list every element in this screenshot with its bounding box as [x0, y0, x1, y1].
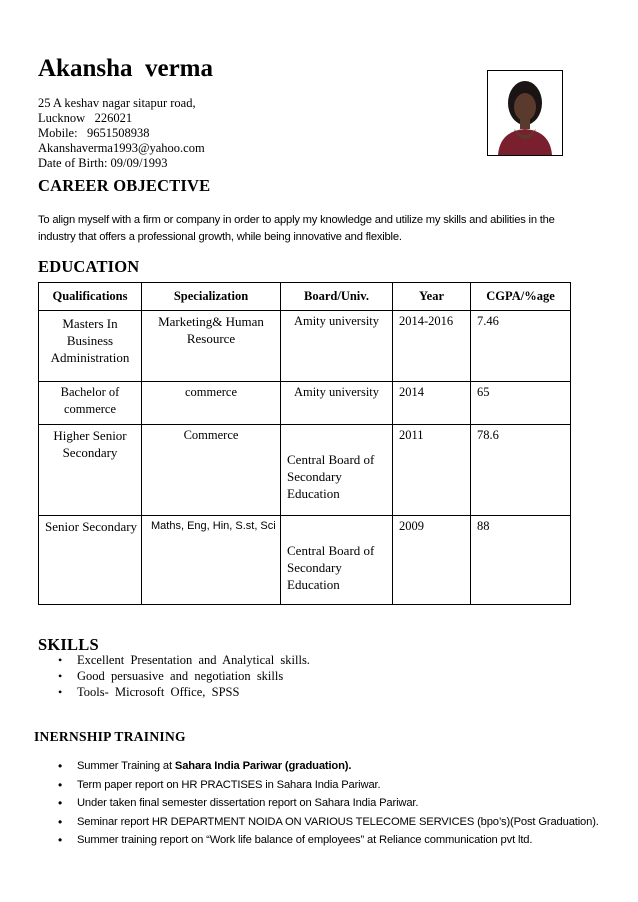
year-text: 2014 — [399, 385, 424, 399]
board-cell — [281, 382, 393, 425]
column-header-board: Board/Univ. — [281, 283, 393, 311]
specialization-text: Maths, Eng, Hin, S.st, Sci — [151, 520, 276, 532]
skills-list — [58, 652, 310, 700]
profile-photo — [487, 70, 563, 156]
score-text: 88 — [477, 519, 490, 533]
year-text: 2011 — [399, 428, 424, 442]
skills-heading: SKILLS — [38, 635, 99, 654]
qualification-text: Masters In Business Administration — [50, 316, 130, 365]
date-of-birth: Date of Birth: 09/09/1993 — [38, 156, 168, 170]
item-text: Summer Training at — [77, 760, 175, 772]
table-row — [39, 425, 571, 516]
mobile-number: Mobile: 9651508938 — [38, 126, 150, 140]
career-objective-heading: CAREER OBJECTIVE — [38, 176, 211, 195]
specialization-text: Commerce — [183, 428, 239, 442]
column-header-score: CGPA/%age — [471, 283, 571, 311]
board-text: Central Board of Secondary Education — [287, 543, 375, 592]
specialization-text: commerce — [184, 385, 238, 399]
score-text: 65 — [477, 385, 490, 399]
score-cell — [471, 425, 571, 516]
year-text: 2014-2016 — [399, 314, 454, 328]
year-cell — [393, 516, 471, 605]
career-objective-text: To align myself with a firm or company in order to apply my knowledge and utilize my skills and abilities in the industry that offers a professional growth, while being innovative and flexible. — [38, 214, 555, 243]
list-item: • Tools- Microsoft Office, SPSS — [58, 684, 310, 700]
column-header-year: Year — [393, 283, 471, 311]
column-header-qualifications: Qualifications — [39, 283, 142, 311]
list-item — [58, 757, 599, 776]
qualification-cell — [39, 425, 142, 516]
table-header-row — [39, 283, 571, 311]
score-text: 78.6 — [477, 428, 499, 442]
item-bold-text: Sahara India Pariwar (graduation). — [174, 760, 352, 772]
qualification-cell — [39, 516, 142, 605]
table-row — [39, 516, 571, 605]
list-item: • Good persuasive and negotiation skills — [58, 668, 310, 684]
column-header-specialization: Specialization — [142, 283, 281, 311]
list-item: • Term paper report on HR PRACTISES in Sahara India Pariwar. — [58, 776, 599, 795]
specialization-cell — [142, 425, 281, 516]
board-text: Amity university — [293, 385, 380, 399]
year-cell — [393, 382, 471, 425]
year-text: 2009 — [399, 519, 424, 533]
list-item: • Summer training report on “Work life balance of employees” at Reliance communication pvt ltd. — [58, 831, 599, 850]
portrait-image — [488, 71, 562, 155]
specialization-cell — [142, 311, 281, 382]
email-address: Akanshaverma1993@yahoo.com — [38, 141, 205, 155]
address-line-2: Lucknow 226021 — [38, 111, 133, 125]
qualification-cell — [39, 382, 142, 425]
candidate-name: Akansha verma — [38, 55, 214, 82]
qualification-cell — [39, 311, 142, 382]
board-cell — [281, 516, 393, 605]
score-cell — [471, 516, 571, 605]
qualification-text: Bachelor of commerce — [60, 385, 120, 416]
internship-heading: INERNSHIP TRAINING — [34, 729, 186, 744]
contact-block — [38, 96, 205, 171]
board-cell — [281, 311, 393, 382]
table-row — [39, 311, 571, 382]
list-item: • Seminar report HR DEPARTMENT NOIDA ON VARIOUS TELECOME SERVICES (bpo’s)(Post Graduation). — [58, 813, 599, 832]
internship-list — [58, 757, 599, 850]
list-item: • Under taken final semester dissertation report on Sahara India Pariwar. — [58, 794, 599, 813]
list-item: • Excellent Presentation and Analytical skills. — [58, 652, 310, 668]
board-cell — [281, 425, 393, 516]
board-text: Amity university — [293, 314, 380, 328]
year-cell — [393, 425, 471, 516]
specialization-cell — [142, 382, 281, 425]
education-heading: EDUCATION — [38, 257, 140, 276]
qualification-text: Senior Secondary — [45, 519, 138, 534]
address-line-1: 25 A keshav nagar sitapur road, — [38, 96, 196, 110]
qualification-text: Higher Senior Secondary — [53, 428, 127, 460]
education-table — [38, 282, 571, 605]
year-cell — [393, 311, 471, 382]
specialization-cell — [142, 516, 281, 605]
table-row — [39, 382, 571, 425]
score-text: 7.46 — [477, 314, 499, 328]
score-cell — [471, 382, 571, 425]
score-cell — [471, 311, 571, 382]
specialization-text: Marketing& Human Resource — [158, 314, 264, 346]
board-text: Central Board of Secondary Education — [287, 452, 375, 501]
